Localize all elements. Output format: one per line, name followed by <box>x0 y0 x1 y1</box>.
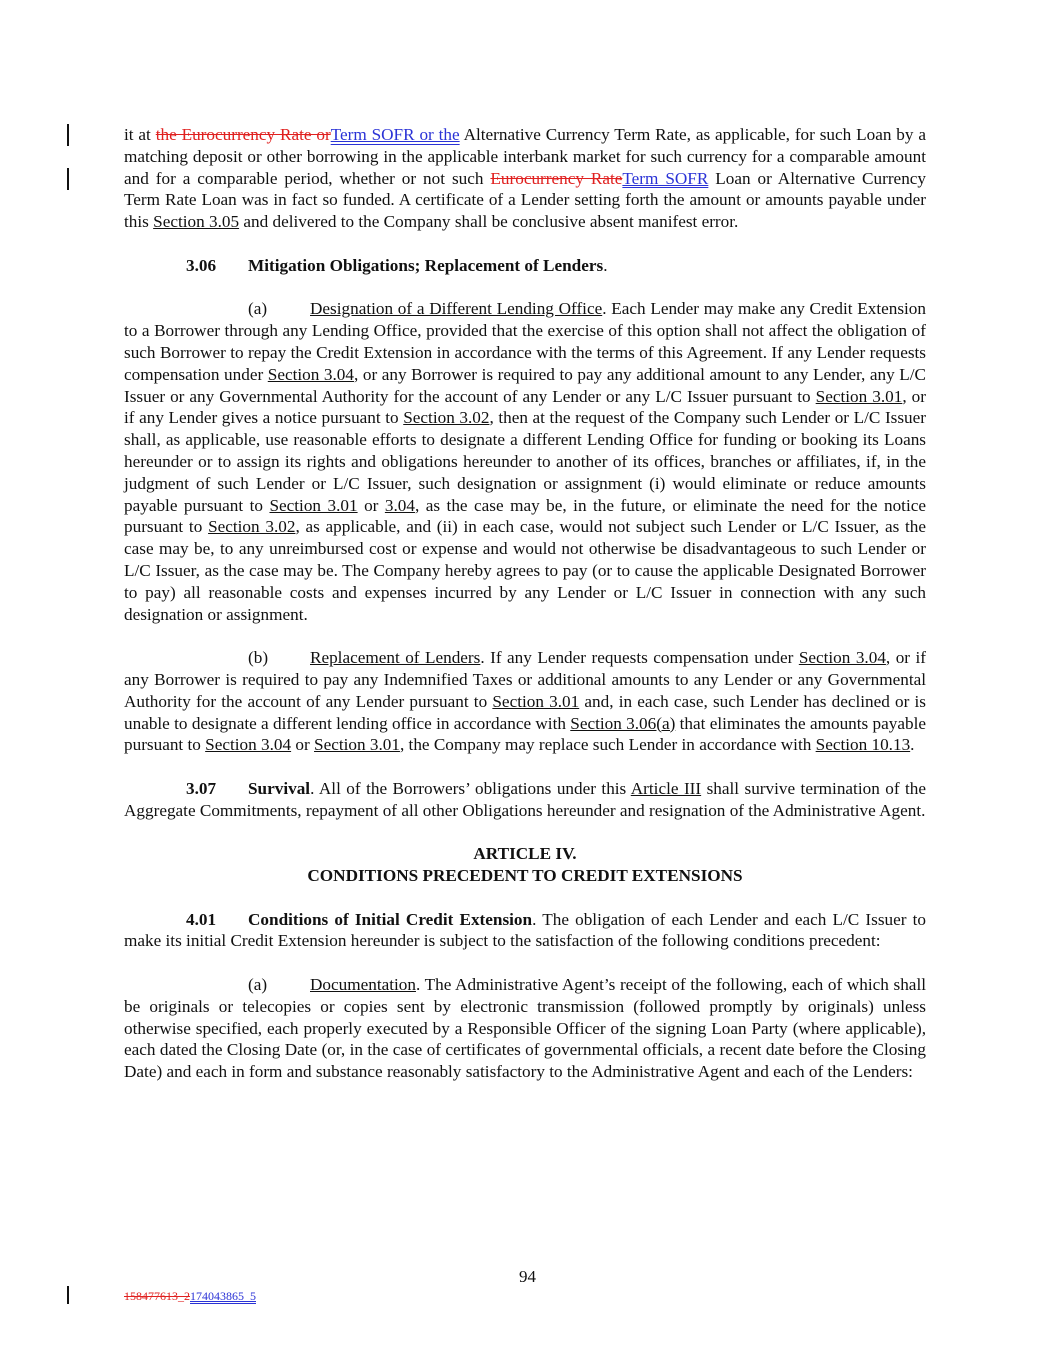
section-title: Survival <box>248 778 311 798</box>
article-number: ARTICLE IV. <box>473 844 577 864</box>
document-id-footer <box>124 1289 256 1304</box>
clause-label: (a) <box>248 975 268 995</box>
section-reference: Section 3.01 <box>269 495 358 515</box>
article-title: CONDITIONS PRECEDENT TO CREDIT EXTENSIONS <box>307 866 743 886</box>
change-bar <box>67 168 69 190</box>
clause-label: (a) <box>248 299 268 319</box>
section-number: 3.06 <box>186 255 217 275</box>
clause-heading: Designation of a Different Lending Office <box>310 299 603 319</box>
section-title: Conditions of Initial Credit Extension <box>248 909 533 929</box>
section-reference: Section 3.01 <box>815 386 903 406</box>
section-reference: Section 3.04 <box>798 648 886 668</box>
article-heading <box>124 843 926 887</box>
section-3-06-heading: 3.06 Mitigation Obligations; Replacement of Lenders. <box>186 255 608 275</box>
deleted-text: the Eurocurrency Rate or <box>155 125 331 144</box>
section-reference: Section 10.13 <box>815 735 911 755</box>
deleted-text: Eurocurrency Rate <box>490 168 623 188</box>
section-number: 4.01 <box>186 909 217 929</box>
section-reference: Section 3.06(a) <box>570 713 676 733</box>
section-3-06-a: (a) Designation of a Different Lending Office. Each Lender may make any Credit Extension to a Borrower through any Lending Office, provided that the exercise of this option shall not affect the obligation of such Borrower to repay the Credit Extension in accordance with the terms of this Agreement. If any Lender requests compensation under Section 3.04, or any Borrower is required to pay any additional amount to any Lender, any L/C Issuer or any Governmental Authority for the account of any Lender or any L/C Issuer pursuant to Section 3.01, or if any Lender gives a notice pursuant to Section 3.02, then at the request of the Company such Lender or L/C Issuer shall, as applicable, use reasonable efforts to designate a different Lending Office for funding or booking its Loans hereunder or to assign its rights and obligations hereunder to another of its offices, branches or affiliates, if, in the judgment of such Lender or L/C Issuer, such designation or assignment (i) would eliminate or reduce amounts payable pursuant to Section 3.01 or 3.04, as the case may be, in the future, or eliminate the need for the notice pursuant to Section 3.02, as applicable, and (ii) in each case, would not subject such Lender or L/C Issuer, as the case may be, to any unreimbursed cost or expense and would not otherwise be disadvantageous to such Lender or L/C Issuer, as the case may be. The Company hereby agrees to pay (or to cause the applicable Designated Borrower to pay) all reasonable costs and expenses incurred by any Lender or L/C Issuer in connection with any such designation or assignment. <box>124 299 927 624</box>
change-bar <box>67 124 69 146</box>
section-reference: Section 3.02 <box>208 517 296 537</box>
inserted-doc-id: 174043865_5 <box>190 1289 256 1303</box>
section-reference: Section 3.05 <box>153 212 240 232</box>
section-reference: Section 3.04 <box>205 735 292 755</box>
section-title: Mitigation Obligations; Replacement of Lenders <box>248 255 604 275</box>
section-number: 3.07 <box>186 778 217 798</box>
section-reference: 3.04 <box>384 495 415 515</box>
document-body <box>124 124 926 1083</box>
section-3-06-b: (b) Replacement of Lenders. If any Lender requests compensation under Section 3.04, or if any Borrower is required to pay any Indemnified Taxes or additional amounts to any Lender or any Governmental Authority for the account of any Lender pursuant to Section 3.01 and, in each case, such Lender has declined or is unable to designate a different lending office in accordance with Section 3.06(a) that eliminates the amounts payable pursuant to Section 3.04 or Section 3.01, the Company may replace such Lender in accordance with Section 10.13. <box>124 648 926 755</box>
section-4-01-a: (a) Documentation. The Administrative Agent’s receipt of the following, each of which shall be originals or telecopies or copies sent by electronic transmission (followed promptly by originals) unless otherwise specified, each properly executed by a Responsible Officer of the signing Loan Party (where applicable), each dated the Closing Date (or, in the case of certificates of governmental officials, a recent date before the Closing Date) and each in form and substance reasonably satisfactory to the Administrative Agent and each of the Lenders: <box>124 975 926 1082</box>
section-reference: Article III <box>630 778 702 798</box>
page-number: 94 <box>519 1267 536 1286</box>
section-reference: Section 3.01 <box>492 691 580 711</box>
section-reference: Section 3.01 <box>314 735 400 755</box>
section-reference: Section 3.02 <box>403 408 490 428</box>
section-3-07: 3.07 Survival. All of the Borrowers’ obligations under this Article III shall survive termination of the Aggregate Commitments, repayment of all other Obligations hereunder and resignation of the Administrative Agent. <box>124 778 927 820</box>
inserted-text: Term SOFR or the <box>330 125 460 144</box>
intro-paragraph: it at the Eurocurrency Rate orTerm SOFR or the Alternative Currency Term Rate, as applicable, for such Loan by a matching deposit or other borrowing in the applicable interbank market for such currency for a comparable amount and for a comparable period, whether or not such Eurocurrency RateTerm SOFR Loan or Alternative Currency Term Rate Loan was in fact so funded. A certificate of a Lender setting forth the amount or amounts payable under this Section 3.05 and delivered to the Company shall be conclusive absent manifest error. <box>124 125 927 232</box>
clause-heading: Replacement of Lenders <box>310 648 481 668</box>
clause-label: (b) <box>248 648 269 668</box>
clause-heading: Documentation <box>310 975 416 995</box>
section-4-01: 4.01 Conditions of Initial Credit Extension. The obligation of each Lender and each L/C Issuer to make its initial Credit Extension hereunder is subject to the satisfaction of the following conditions precedent: <box>124 909 926 951</box>
inserted-text: Term SOFR <box>622 168 709 188</box>
deleted-doc-id: 158477613_2 <box>124 1289 190 1303</box>
section-reference: Section 3.04 <box>267 364 354 384</box>
change-bar <box>67 1286 69 1304</box>
